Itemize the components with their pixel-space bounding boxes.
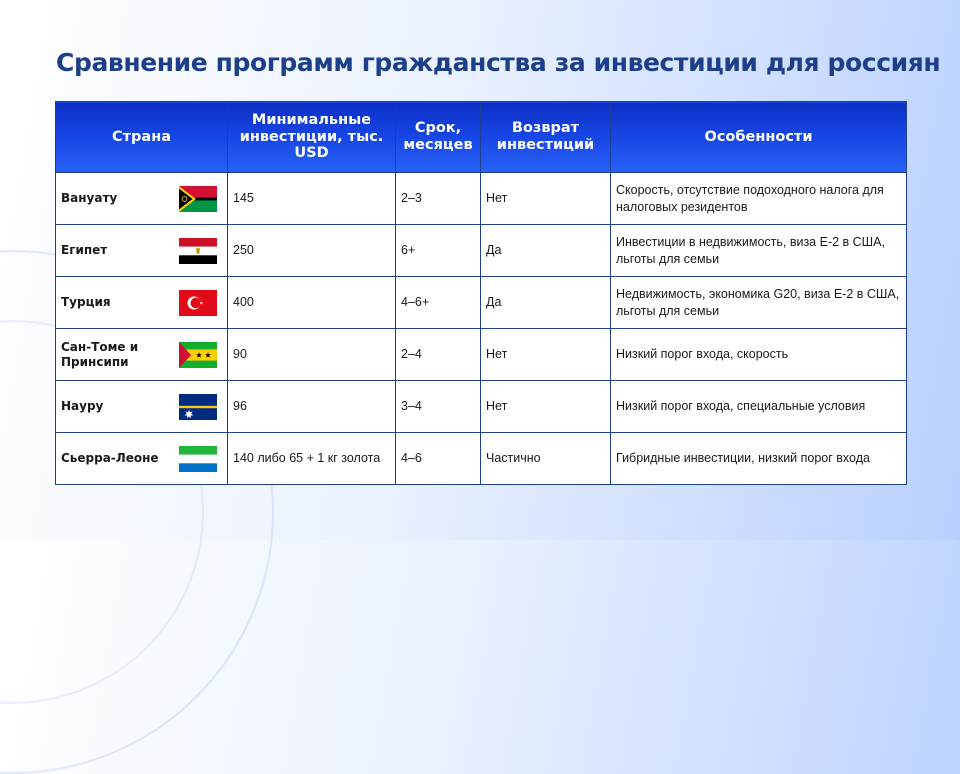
table-row (56, 433, 907, 485)
refund-cell: Да (481, 225, 611, 277)
comparison-table (55, 101, 907, 485)
refund-cell: Нет (481, 173, 611, 225)
table-row (56, 277, 907, 329)
investment-cell: 140 либо 65 + 1 кг золота (228, 433, 396, 485)
term-cell: 3–4 (396, 381, 481, 433)
features-cell: Скорость, отсутствие подоходного налога для налоговых резидентов (611, 173, 907, 225)
investment-cell: 400 (228, 277, 396, 329)
features-cell: Низкий порог входа, специальные условия (611, 381, 907, 433)
investment-cell: 96 (228, 381, 396, 433)
column-header-term: Срок, месяцев (396, 102, 481, 173)
term-cell: 2–4 (396, 329, 481, 381)
term-cell: 2–3 (396, 173, 481, 225)
country-name: Турция (61, 295, 111, 310)
column-header-features: Особенности (611, 102, 907, 173)
investment-cell: 250 (228, 225, 396, 277)
sao-tome-flag-icon (179, 342, 217, 368)
features-cell: Инвестиции в недвижимость, виза E-2 в США, льготы для семьи (611, 225, 907, 277)
country-name: Вануату (61, 191, 118, 206)
column-header-investment: Минимальные инвестиции, тыс. USD (228, 102, 396, 173)
column-header-country: Страна (56, 102, 228, 173)
refund-cell: Частично (481, 433, 611, 485)
vanuatu-flag-icon (179, 186, 217, 212)
nauru-flag-icon (179, 394, 217, 420)
column-header-refund: Возврат инвестиций (481, 102, 611, 173)
refund-cell: Нет (481, 329, 611, 381)
country-cell (56, 173, 228, 225)
egypt-flag-icon (179, 238, 217, 264)
term-cell: 4–6+ (396, 277, 481, 329)
term-cell: 4–6 (396, 433, 481, 485)
country-cell (56, 277, 228, 329)
country-cell (56, 433, 228, 485)
features-cell: Гибридные инвестиции, низкий порог входа (611, 433, 907, 485)
page-title: Сравнение программ гражданства за инвестиции для россиян (56, 48, 941, 77)
table-row (56, 173, 907, 225)
refund-cell: Да (481, 277, 611, 329)
table-row (56, 329, 907, 381)
country-cell (56, 329, 228, 381)
turkey-flag-icon (179, 290, 217, 316)
table-row (56, 225, 907, 277)
country-name: Сан-Томе и Принсипи (61, 340, 139, 369)
features-cell: Низкий порог входа, скорость (611, 329, 907, 381)
country-cell (56, 225, 228, 277)
features-cell: Недвижимость, экономика G20, виза E-2 в США, льготы для семьи (611, 277, 907, 329)
country-cell (56, 381, 228, 433)
country-name: Науру (61, 399, 104, 414)
refund-cell: Нет (481, 381, 611, 433)
sierra-leone-flag-icon (179, 446, 217, 472)
table-header-row (56, 102, 907, 173)
country-name: Египет (61, 243, 108, 258)
table-row (56, 381, 907, 433)
investment-cell: 145 (228, 173, 396, 225)
country-name: Сьерра-Леоне (61, 451, 159, 466)
term-cell: 6+ (396, 225, 481, 277)
investment-cell: 90 (228, 329, 396, 381)
